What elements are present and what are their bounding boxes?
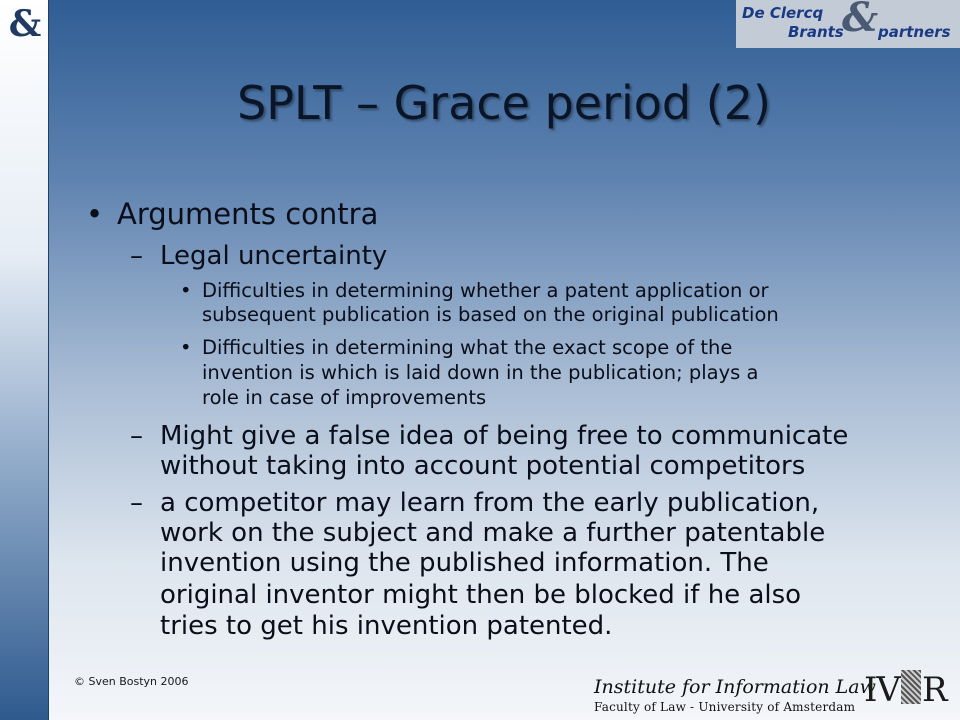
institute-logo-text	[594, 676, 876, 714]
ivir-swirl-icon	[901, 670, 921, 704]
firm-logo-ampersand: &	[842, 0, 879, 41]
bullet-marker: •	[86, 197, 104, 231]
sub-bullet-line: tries to get his invention patented.	[160, 611, 613, 641]
firm-logo-line1: De Clercq	[742, 4, 824, 22]
firm-logo-line2: Brants	[788, 23, 844, 41]
sub-bullet-line: work on the subject and make a further patentable	[160, 518, 826, 548]
dash-marker: –	[130, 421, 143, 451]
sub-bullet-line: a competitor may learn from the early publication,	[160, 488, 820, 518]
sub-sub-bullet-line: role in case of improvements	[202, 386, 487, 409]
dash-marker: –	[130, 241, 143, 271]
copyright-notice: © Sven Bostyn 2006	[74, 675, 189, 688]
ampersand-logo: &	[8, 3, 42, 45]
sub-bullet-line: invention using the published information. The	[160, 548, 769, 578]
slide-title: SPLT – Grace period (2)	[237, 76, 771, 130]
sub-bullet-legal-uncertainty: Legal uncertainty	[160, 241, 388, 271]
sub-sub-bullet-line: invention is which is laid down in the publication; plays a	[202, 361, 759, 384]
dash-marker: –	[130, 488, 143, 518]
sub-sub-bullet-line: Difficulties in determining what the exact scope of the	[202, 336, 733, 359]
firm-logo-line3: partners	[878, 23, 951, 41]
small-bullet-marker: •	[180, 279, 192, 302]
sub-bullet-line: original inventor might then be blocked if he also	[160, 580, 802, 610]
sub-bullet-line: without taking into account potential competitors	[160, 451, 806, 481]
bullet-arguments-contra: Arguments contra	[117, 197, 379, 231]
institute-faculty: Faculty of Law - University of Amsterdam	[594, 700, 856, 714]
sub-sub-bullet-line: subsequent publication is based on the original publication	[202, 303, 779, 326]
ivir-logo-right: R	[921, 670, 947, 710]
ivir-logo-left: IV	[864, 670, 900, 710]
ivir-logo	[864, 670, 947, 710]
small-bullet-marker: •	[180, 336, 192, 359]
institute-name: Institute for Information Law	[594, 676, 876, 698]
sub-bullet-line: Might give a false idea of being free to communicate	[160, 421, 849, 451]
sub-sub-bullet-line: Difficulties in determining whether a patent application or	[202, 279, 769, 302]
